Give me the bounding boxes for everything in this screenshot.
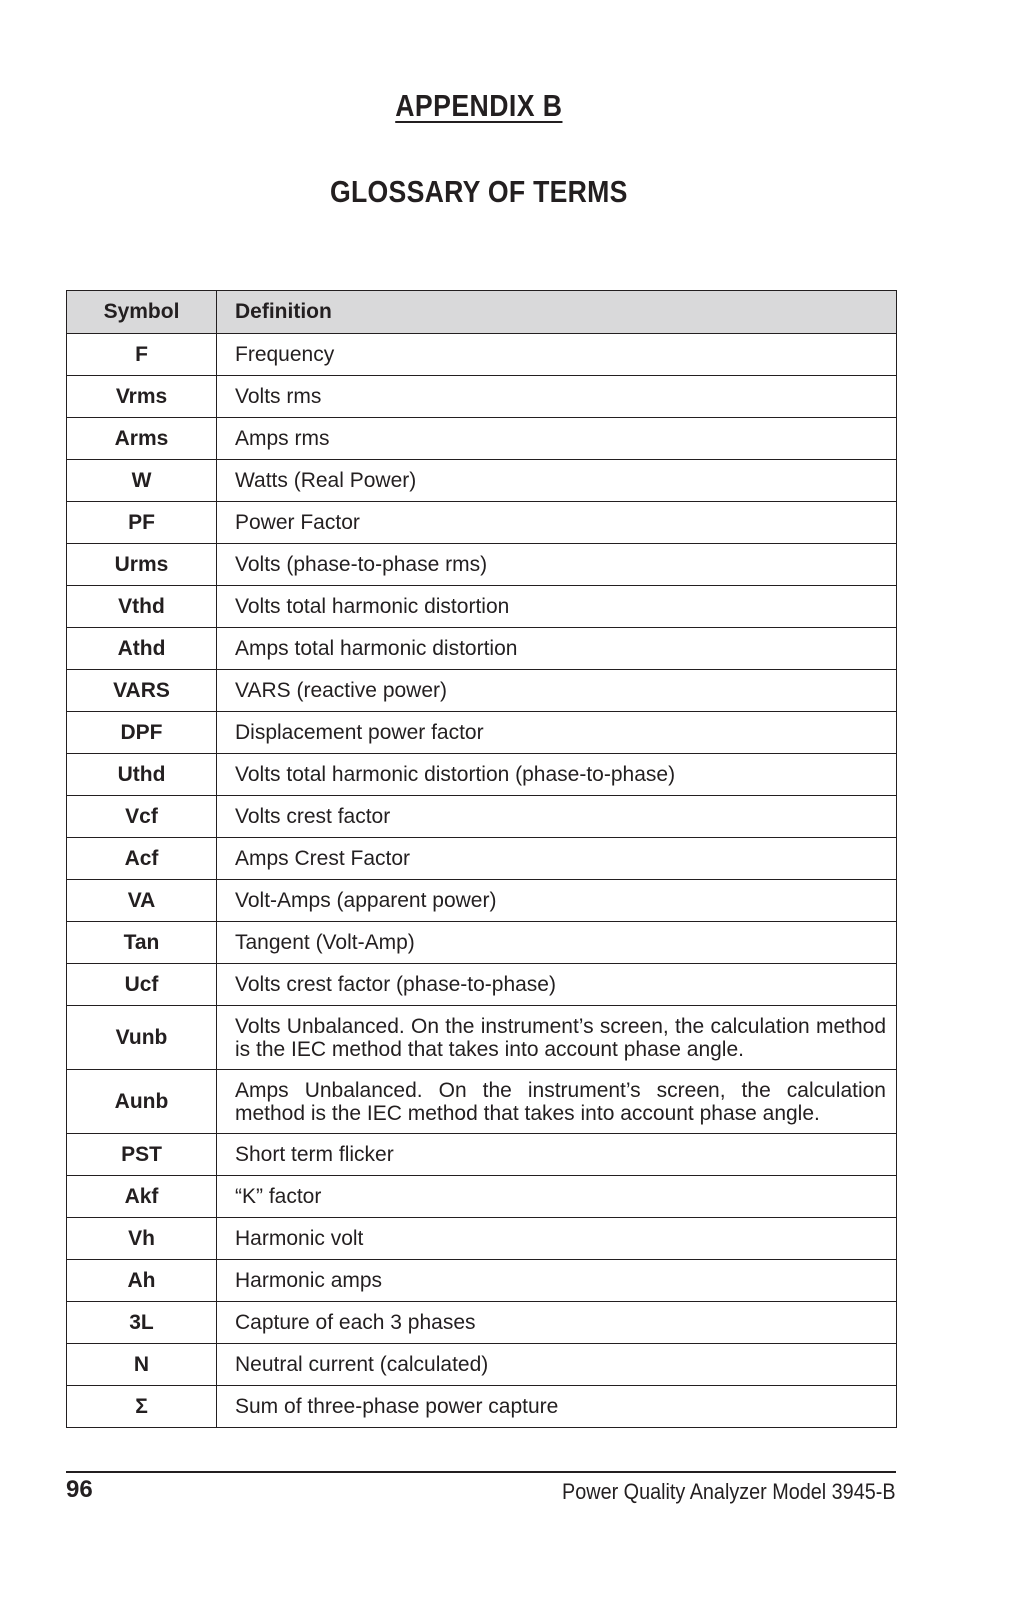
definition-cell: Sum of three-phase power capture (217, 1386, 897, 1428)
table-row (67, 1218, 897, 1260)
symbol-cell: Tan (67, 922, 217, 964)
table-row (67, 628, 897, 670)
definition-column-header: Definition (217, 291, 897, 334)
table-row (67, 334, 897, 376)
symbol-cell: Ucf (67, 964, 217, 1006)
definition-cell: Amps Crest Factor (217, 838, 897, 880)
definition-cell: VARS (reactive power) (217, 670, 897, 712)
table-row (67, 922, 897, 964)
appendix-heading: APPENDIX B (395, 88, 563, 123)
symbol-cell: Ah (67, 1260, 217, 1302)
table-row (67, 1344, 897, 1386)
table-row (67, 796, 897, 838)
symbol-cell: 3L (67, 1302, 217, 1344)
definition-cell: Watts (Real Power) (217, 460, 897, 502)
table-row (67, 1260, 897, 1302)
table-row (67, 586, 897, 628)
symbol-cell: W (67, 460, 217, 502)
table-row (67, 754, 897, 796)
table-row (67, 670, 897, 712)
symbol-cell: PF (67, 502, 217, 544)
definition-cell: Amps total harmonic distortion (217, 628, 897, 670)
symbol-cell: Akf (67, 1176, 217, 1218)
symbol-cell: VARS (67, 670, 217, 712)
table-row (67, 838, 897, 880)
definition-cell: Short term flicker (217, 1134, 897, 1176)
symbol-cell: Aunb (67, 1070, 217, 1134)
symbol-cell: Vrms (67, 376, 217, 418)
definition-cell: Volt-Amps (apparent power) (217, 880, 897, 922)
symbol-cell: Arms (67, 418, 217, 460)
page-title: GLOSSARY OF TERMS (330, 174, 628, 209)
footer-divider (66, 1471, 896, 1473)
symbol-cell: N (67, 1344, 217, 1386)
definition-cell: Volts (phase-to-phase rms) (217, 544, 897, 586)
symbol-cell: Vcf (67, 796, 217, 838)
table-header-row (67, 291, 897, 334)
table-row (67, 502, 897, 544)
definition-cell: Tangent (Volt-Amp) (217, 922, 897, 964)
page-number: 96 (66, 1476, 93, 1503)
symbol-cell: Vthd (67, 586, 217, 628)
table-row (67, 544, 897, 586)
table-row (67, 1006, 897, 1070)
definition-cell: Neutral current (calculated) (217, 1344, 897, 1386)
table-row (67, 1134, 897, 1176)
symbol-column-header: Symbol (67, 291, 217, 334)
definition-cell: Amps Unbalanced. On the instrument’s screen, the calculation method is the IEC method that takes into account phase angle. (217, 1070, 897, 1134)
symbol-cell: Σ (67, 1386, 217, 1428)
symbol-cell: Vh (67, 1218, 217, 1260)
footer-product-name: Power Quality Analyzer Model 3945-B (562, 1479, 896, 1504)
table-row (67, 1302, 897, 1344)
definition-cell: Harmonic amps (217, 1260, 897, 1302)
definition-cell: Volts crest factor (217, 796, 897, 838)
definition-cell: Capture of each 3 phases (217, 1302, 897, 1344)
definition-cell: Frequency (217, 334, 897, 376)
definition-cell: Volts total harmonic distortion (phase-to-phase) (217, 754, 897, 796)
definition-cell: Power Factor (217, 502, 897, 544)
definition-cell: Volts total harmonic distortion (217, 586, 897, 628)
definition-cell: Volts crest factor (phase-to-phase) (217, 964, 897, 1006)
table-row (67, 418, 897, 460)
table-row (67, 1070, 897, 1134)
definition-cell: Displacement power factor (217, 712, 897, 754)
symbol-cell: Acf (67, 838, 217, 880)
definition-cell: “K” factor (217, 1176, 897, 1218)
table-row (67, 880, 897, 922)
symbol-cell: Uthd (67, 754, 217, 796)
table-row (67, 460, 897, 502)
definition-cell: Amps rms (217, 418, 897, 460)
symbol-cell: Athd (67, 628, 217, 670)
symbol-cell: F (67, 334, 217, 376)
glossary-table (66, 290, 897, 1428)
table-row (67, 376, 897, 418)
definition-cell: Volts rms (217, 376, 897, 418)
definition-cell: Harmonic volt (217, 1218, 897, 1260)
symbol-cell: Vunb (67, 1006, 217, 1070)
definition-cell: Volts Unbalanced. On the instrument’s screen, the calculation method is the IEC method that takes into account phase angle. (217, 1006, 897, 1070)
symbol-cell: Urms (67, 544, 217, 586)
table-row (67, 964, 897, 1006)
table-row (67, 712, 897, 754)
table-row (67, 1176, 897, 1218)
symbol-cell: DPF (67, 712, 217, 754)
symbol-cell: VA (67, 880, 217, 922)
table-row (67, 1386, 897, 1428)
symbol-cell: PST (67, 1134, 217, 1176)
